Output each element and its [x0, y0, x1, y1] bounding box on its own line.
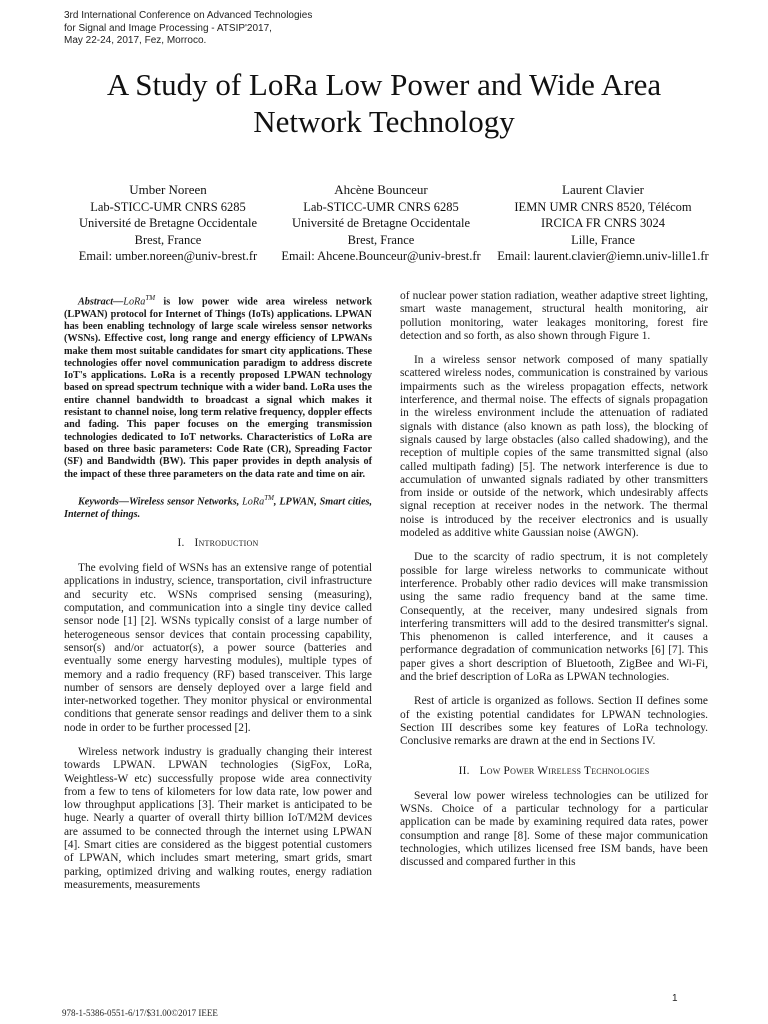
author-location: Brest, France — [347, 232, 415, 247]
author-location: Lille, France — [571, 232, 635, 247]
trademark-superscript: TM — [145, 294, 156, 302]
paragraph: In a wireless sensor network composed of many spatially scattered wireless nodes, communication is constrained by various impairments such as the wireless propagation effects, network interference, and thermal noise. The effects of signals propagation in the wireless environment include the attenuation of radiated signals with distance (also known as path loss), the blocking of signals caused by large obstacles (also called shadowing), and the reception of multiple copies of the same transmitted signal (also called multipath fading) [5]. The network interference is due to accumulation of unwanted signals radiated by other transmitters from inside or outside of the network, which undesirably affects signal reception at receiver nodes in the network. The thermal noise is introduced by the receiver electronics and is usually modeled as additive white Gaussian noise (AWGN). — [400, 354, 708, 540]
paragraph: Rest of article is organized as follows. Section II defines some of the existing potential candidates for LPWAN technologies. Section III describes some key features of LoRa technology. Conclusive remarks are drawn at the end in Sections IV. — [400, 695, 708, 748]
paragraph: Wireless network industry is gradually changing their interest towards LPWAN. LPWAN technologies (SigFox, LoRa, Weightless-W etc) successfully propose wide area connectivity from a few to tens of kilometers for low data rate, low power and low throughput applications [3]. Their market is anticipated to be huge. Nearly a quarter of overall thirty billion IoT/M2M devices are assumed to be connected through the internet using LPWAN [4]. Smart cities are considered as the biggest potential customers of LPWAN, which includes smart metering, smart grids, smart parking, optimized driving and walking routes, energy radiation measurements, measurements — [64, 745, 372, 891]
author-name: Umber Noreen — [129, 182, 207, 197]
keywords-label: Keywords— — [78, 496, 129, 508]
lora-symbol: LoRa — [242, 496, 265, 508]
left-column — [64, 292, 372, 892]
section-number: II. — [458, 764, 470, 777]
page-number: 1 — [672, 993, 678, 1004]
right-column — [400, 290, 708, 870]
conference-header — [64, 10, 312, 48]
abstract — [64, 292, 372, 481]
copyright-footer: 978-1-5386-0551-6/17/$31.00©2017 IEEE — [62, 1008, 218, 1018]
author-3 — [496, 182, 710, 265]
section-title: Introduction — [194, 536, 259, 549]
paragraph-continuation: of nuclear power station radiation, weather adaptive street lighting, smart waste management, structural health monitoring, air pollution monitoring, water leakages monitoring, forest fire detection and so forth, as also shown through Figure 1. — [400, 290, 708, 342]
abstract-body: is low power wide area wireless network (LPWAN) protocol for Internet of Things (IoTs) applications. LPWAN has been enabling technology of large scale wireless sensor networks (WSNs). Effective cost, long range and energy efficiency of LPWANs make them most suitable candidates for smart city applications. These technologies offer novel communication paradigm to address discrete IoT's applications. LoRa is a recently proposed LPWAN technology based on spread spectrum technique with a wider band. LoRa uses the entire channel bandwidth to broadcast a signal which makes it resistant to channel noise, long term relative frequency, doppler effects and fading. This paper focuses on the emerging transmission technologies dedicated to IoT networks. Characteristics of LoRa are based on three basic parameters: Code Rate (CR), Spreading Factor (SF) and Bandwidth (BW). This paper provides in depth analysis of the impact of these three parameters on the data rate and time on air. — [64, 296, 372, 480]
author-name: Ahcène Bounceur — [334, 182, 428, 197]
title-line-1: A Study of LoRa Low Power and Wide Area — [106, 67, 662, 102]
author-affiliation: Université de Bretagne Occidentale — [78, 216, 258, 231]
conference-line-2: for Signal and Image Processing - ATSIP'2017, — [64, 22, 272, 34]
paragraph: Due to the scarcity of radio spectrum, it is not completely possible for large wireless networks to communicate without interference. Probably other radio devices will make transmission using the same radio frequency band at the same time. Consequently, at the receiver, many undesired signals from interfering transmitters will add to the desired transmitter's signal. This phenomenon is called interference, and it causes a performance degradation of communication networks [6] [7]. This paper gives a short description of Bluetooth, ZigBee and Wi-Fi, and the brief description of LoRa as LPWAN technologies. — [400, 551, 708, 684]
author-email: Email: umber.noreen@univ-brest.fr — [78, 249, 258, 264]
author-affiliation: Lab-STICC-UMR CNRS 6285 — [303, 199, 459, 214]
conference-line-1: 3rd International Conference on Advanced Technologies — [64, 10, 313, 21]
author-affiliation: Université de Bretagne Occidentale — [291, 216, 471, 231]
keywords-part-1: Wireless sensor Networks, — [128, 496, 243, 508]
section-title: Low Power Wireless Technologies — [479, 764, 650, 777]
author-email: Email: laurent.clavier@iemn.univ-lille1.fr — [497, 249, 709, 264]
section-heading-introduction — [64, 537, 372, 550]
lora-symbol: LoRa — [123, 296, 146, 308]
paragraph: The evolving field of WSNs has an extensive range of potential applications in industry, science, transportation, civil infrastructure and security etc. WSNs comprised sensing (measuring), computation, and communication into a single tiny device called sensor node [1] [2]. WSNs typically consist of a large number of heterogeneous sensor devices that contain processing capability, sensor(s) and/or actuator(s), a power source (batteries and eventually some energy harvesting modules), multiple types of memory and a radio frequency (RF) based transceiver. This large number of sensors are densely deployed over a large field and inter-networked together. They monitor physical or environmental conditions that generate sensor readings and deliver them to a sink node in order to be further processed [2]. — [64, 562, 372, 734]
trademark-superscript: TM — [264, 493, 274, 502]
section-number: I. — [177, 536, 185, 549]
author-name: Laurent Clavier — [562, 182, 644, 197]
keywords-part-2: , LPWAN, Smart cities, Internet of things. — [64, 496, 372, 520]
author-email: Email: Ahcene.Bounceur@univ-brest.fr — [281, 249, 481, 264]
author-2 — [281, 182, 481, 265]
title-line-2: Network Technology — [253, 104, 515, 139]
author-affiliation: IEMN UMR CNRS 8520, Télécom — [514, 199, 692, 214]
conference-line-3: May 22-24, 2017, Fez, Morroco. — [64, 35, 207, 46]
author-location: Brest, France — [134, 232, 202, 247]
keywords — [64, 492, 372, 521]
abstract-label: Abstract— — [78, 296, 124, 308]
section-heading-low-power — [400, 765, 708, 778]
author-affiliation: IRCICA FR CNRS 3024 — [541, 216, 665, 231]
author-block — [70, 182, 710, 265]
author-affiliation: Lab-STICC-UMR CNRS 6285 — [90, 199, 246, 214]
paragraph: Several low power wireless technologies can be utilized for WSNs. Choice of a particular technology for a particular application can be made by examining required data rates, power consumption and range [8]. Some of these major communication technologies, which utilizes licensed free ISM bands, have been discussed and compared further in this — [400, 789, 708, 869]
author-1 — [70, 182, 266, 265]
paper-title — [0, 66, 768, 140]
